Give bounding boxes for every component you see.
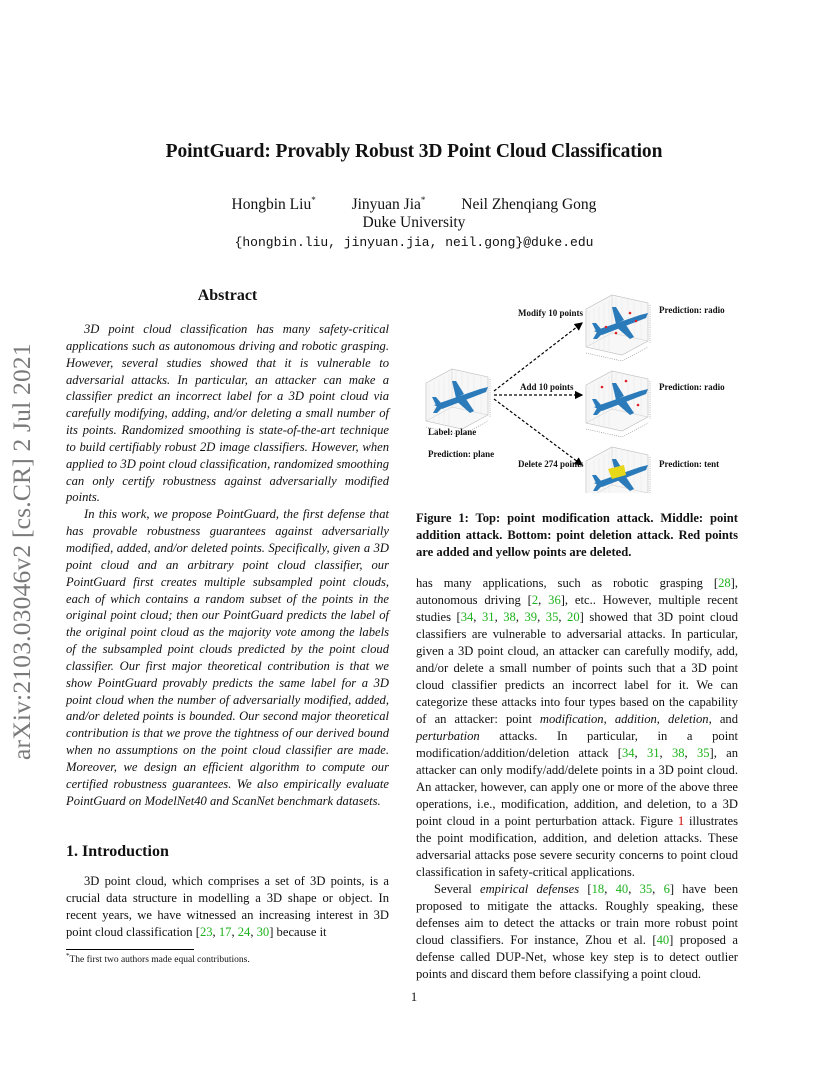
page-number: 1 [410, 990, 418, 1004]
text-run: , [603, 712, 615, 726]
intro-paragraph-3 [416, 881, 738, 983]
label-modify: Modify 10 points [518, 308, 584, 318]
citation-link[interactable]: 34 [460, 610, 474, 624]
text-run: , [659, 746, 672, 760]
footnote: *The first two authors made equal contributions. [66, 952, 250, 966]
text-run: ] have been proposed to mitigate the attacks. Roughly speaking, these defenses aim to detect the attacks or train more robust point cloud classifiers. For instance, Zhou et al. [ [416, 882, 739, 947]
figure-ref-link[interactable]: 1 [677, 814, 685, 828]
source-label: Label: plane [428, 427, 477, 437]
citation-link[interactable]: 17 [218, 925, 232, 939]
text-run: , [558, 610, 568, 624]
text-run: illustrates the point modification, addition, and deletion attacks. These adversarial attacks pose severe security concerns to point cloud classification in safety-critical applications. [416, 814, 738, 879]
figure-caption: Figure 1: Top: point modification attack. Middle: point addition attack. Bottom: point deletion attack. Red points are added and yellow points are deleted. [416, 511, 738, 559]
source-prediction: Prediction: plane [428, 449, 495, 459]
prediction-bottom: Prediction: tent [659, 459, 720, 469]
abstract-paragraph-2: In this work, we propose PointGuard, the first defense that has provable robustness guarantees against adversarially modified, added, and/or deleted points. Specifically, given a 3D point cloud and an arbitrary point cloud classifier, our PointGuard first creates multiple subsampled point clouds, each of which contains a random subset of the points in the original point cloud; then our PointGuard predicts the label of the original point cloud as the majority vote among the labels of the subsampled point clouds predicted by the point cloud classifier. Our first major theoretical contribution is that we show PointGuard provably predicts the same label for a 3D point cloud when the number of adversarially modified, added, and/or deleted points is bounded. Our second major theoretical contribution is that we prove the tightness of our derived bound when no assumptions on the point cloud classifier are made. Moreover, we design an efficient algorithm to compute our certified robustness guarantees. We also empirically evaluate PointGuard on ModelNet40 and ScanNet benchmark datasets. [66, 507, 389, 808]
emphasis: modification [539, 712, 604, 726]
text-run: ], an attacker can only modify/add/delete points in a 3D point cloud. An attacker, however, can apply one or more of the above three operations, i.e., modification, addition, and deletion, to a 3D point cloud in a point perturbation attack. Figure [416, 746, 739, 828]
emphasis: addition [614, 712, 657, 726]
citation-link[interactable]: 36 [548, 593, 561, 607]
citation-link[interactable]: 30 [256, 925, 270, 939]
citation-link[interactable]: 31 [481, 610, 495, 624]
text-run: , [604, 882, 616, 896]
affiliation: Duke University [362, 214, 466, 231]
arrow-delete [494, 399, 582, 465]
citation-link[interactable]: 34 [621, 746, 635, 760]
citation-link[interactable]: 35 [696, 746, 710, 760]
text-run: ] proposed a defense called DUP-Net, whose key step is to detect outlier points and discard them before classifying a point cloud. [416, 933, 739, 981]
emphasis: deletion [668, 712, 709, 726]
author-3: Neil Zhenqiang Gong [461, 196, 597, 214]
figure-1 [416, 283, 746, 493]
emphasis: perturbation [416, 729, 480, 743]
added-point-cloud [586, 371, 650, 437]
text-run: , [634, 746, 647, 760]
abstract-body [66, 321, 389, 809]
section-heading-introduction: 1. Introduction [66, 843, 169, 860]
author-1: Hongbin Liu* [231, 195, 316, 214]
text-run: , [515, 610, 525, 624]
text-run: , and [708, 712, 739, 726]
citation-link[interactable]: 24 [237, 925, 251, 939]
text-run: , [473, 610, 482, 624]
citation-link[interactable]: 35 [545, 610, 559, 624]
author-list [0, 195, 828, 214]
citation-link[interactable]: 23 [199, 925, 213, 939]
prediction-top: Prediction: radio [659, 305, 725, 315]
citation-link[interactable]: 18 [591, 882, 605, 896]
emphasis: empirical defenses [480, 882, 580, 896]
intro-paragraph-1: 3D point cloud, which comprises a set of 3D points, is a crucial data structure in modelling a 3D shape or object. In recent years, we have witnessed an increasing interest in 3D point cloud classification [23, 17, 24, 30] because it [66, 874, 389, 939]
text-run: , [656, 712, 669, 726]
citation-link[interactable]: 38 [671, 746, 685, 760]
abstract-heading: Abstract [197, 287, 258, 304]
arrow-modify [494, 323, 582, 391]
intro-right-column [416, 575, 738, 983]
text-run: ], autonomous driving [ [416, 576, 738, 607]
source-point-cloud [426, 369, 490, 435]
citation-link[interactable]: 6 [663, 882, 670, 896]
citation-link[interactable]: 38 [503, 610, 516, 624]
text-run: ] showed that 3D point cloud classifiers are vulnerable to adversarial attacks. In particular, given a 3D point cloud, an attacker can carefully modify, add, and/or delete a small number of points such that a 3D point cloud classifier predicts an incorrect label for it. We can categorize these attacks into four types based on the capability of an attacker: point [416, 610, 739, 726]
intro-paragraph-2 [416, 575, 738, 881]
text-run: , [628, 882, 640, 896]
text-run: [ [579, 882, 592, 896]
text-run: , [494, 610, 504, 624]
author-emails: {hongbin.liu, jinyuan.jia, neil.gong}@duke.edu [234, 235, 594, 250]
citation-link[interactable]: 40 [615, 882, 629, 896]
text-run: Several [434, 882, 480, 896]
text-run: ], etc.. However, multiple recent studies [ [416, 593, 738, 624]
citation-link[interactable]: 2 [531, 593, 539, 607]
label-delete: Delete 274 points [518, 459, 584, 469]
citation-link[interactable]: 28 [718, 576, 731, 590]
citation-link[interactable]: 40 [656, 933, 670, 947]
citation-link[interactable]: 35 [639, 882, 653, 896]
text-run: , [652, 882, 664, 896]
label-add: Add 10 points [520, 382, 574, 392]
footnote-rule [66, 949, 194, 950]
text-run: has many applications, such as robotic grasping [ [416, 576, 719, 590]
modified-point-cloud [586, 295, 650, 361]
author-2: Jinyuan Jia* [351, 195, 426, 214]
arxiv-stamp: arXiv:2103.03046v2 [cs.CR] 2 Jul 2021 [7, 343, 36, 760]
intro-body [66, 873, 389, 941]
paper-title: PointGuard: Provably Robust 3D Point Cloud Classification [165, 141, 663, 162]
text-run: attacks. In particular, in a point modification/addition/deletion attack [ [416, 729, 738, 760]
citation-link[interactable]: 31 [646, 746, 660, 760]
text-run: , [537, 610, 546, 624]
citation-link[interactable]: 20 [567, 610, 580, 624]
prediction-middle: Prediction: radio [659, 382, 725, 392]
citation-link[interactable]: 39 [524, 610, 538, 624]
deleted-point-cloud [586, 447, 650, 493]
abstract-paragraph-1: 3D point cloud classification has many safety-critical applications such as autonomous driving and robotic grasping. However, several studies showed that it is vulnerable to adversarial attacks. In particular, an attacker can make a classifier predict an incorrect label for a 3D point cloud via carefully modifying, adding, and/or deleting a small number of its points. Randomized smoothing is state-of-the-art technique to build certifiably robust 2D image classifiers. However, when applied to 3D point cloud classification, randomized smoothing can only certify robustness against adversarially modified points. [66, 322, 389, 505]
text-run: , [684, 746, 697, 760]
text-run: , [538, 593, 549, 607]
